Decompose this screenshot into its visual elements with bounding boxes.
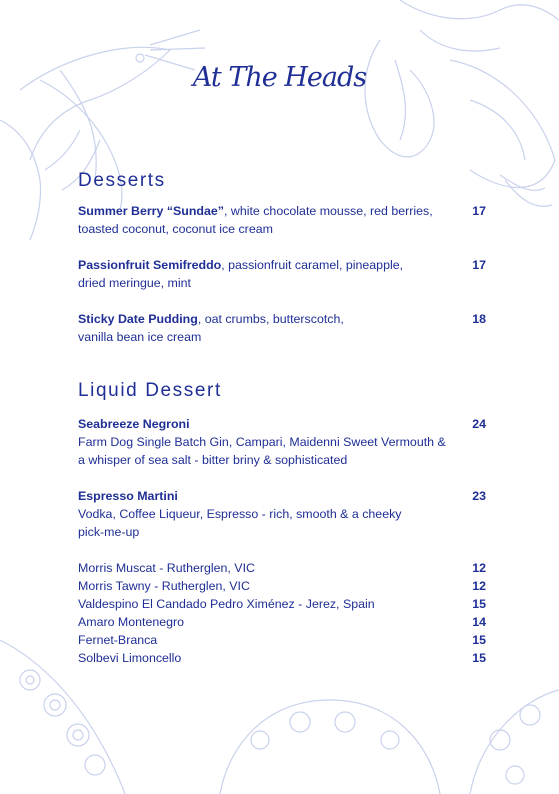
item-name: Valdespino El Candado Pedro Ximénez - Jerez, Spain [78, 597, 375, 611]
menu-item [78, 487, 488, 541]
item-price: 17 [472, 204, 486, 218]
item-name: Morris Tawny - Rutherglen, VIC [78, 579, 250, 593]
item-name: Fernet-Branca [78, 633, 158, 647]
item-price: 14 [472, 615, 486, 629]
menu-item [78, 310, 488, 346]
item-price: 15 [472, 651, 486, 665]
item-description: Farm Dog Single Batch Gin, Campari, Maidenni Sweet Vermouth & a whisper of sea salt - bitter briny & sophisticated [78, 435, 446, 467]
item-description: Vodka, Coffee Liqueur, Espresso - rich, smooth & a cheeky pick-me-up [78, 507, 402, 539]
menu-item [78, 202, 488, 238]
item-name: Sticky Date Pudding [78, 312, 198, 326]
item-price: 17 [472, 258, 486, 272]
item-price: 23 [472, 489, 486, 503]
item-name: Amaro Montenegro [78, 615, 185, 629]
item-name: Solbevi Limoncello [78, 651, 182, 665]
list-item [78, 631, 488, 649]
section-title-desserts: Desserts [78, 170, 166, 191]
brand-logo: At The Heads [192, 62, 367, 93]
list-item [78, 649, 488, 667]
item-name: Seabreeze Negroni [78, 417, 190, 431]
list-item [78, 595, 488, 613]
item-description: , white chocolate mousse, red berries, toasted coconut, coconut ice cream [78, 204, 433, 236]
menu-item [78, 415, 488, 469]
crab-illustration [365, 0, 559, 206]
item-price: 24 [472, 417, 486, 431]
item-price: 12 [472, 579, 486, 593]
item-name: Summer Berry “Sundae” [78, 204, 224, 218]
item-price: 12 [472, 561, 486, 575]
list-item [78, 559, 488, 577]
list-item [78, 613, 488, 631]
list-item [78, 577, 488, 595]
menu-item [78, 256, 488, 292]
item-price: 15 [472, 597, 486, 611]
item-price: 15 [472, 633, 486, 647]
item-price: 18 [472, 312, 486, 326]
item-description: , passionfruit caramel, pineapple, dried meringue, mint [78, 258, 404, 290]
item-name: Morris Muscat - Rutherglen, VIC [78, 561, 255, 575]
item-description: , oat crumbs, butterscotch, vanilla bean ice cream [78, 312, 344, 344]
item-name: Passionfruit Semifreddo [78, 258, 222, 272]
section-title-liquid-dessert: Liquid Dessert [78, 380, 222, 401]
item-name: Espresso Martini [78, 489, 178, 503]
